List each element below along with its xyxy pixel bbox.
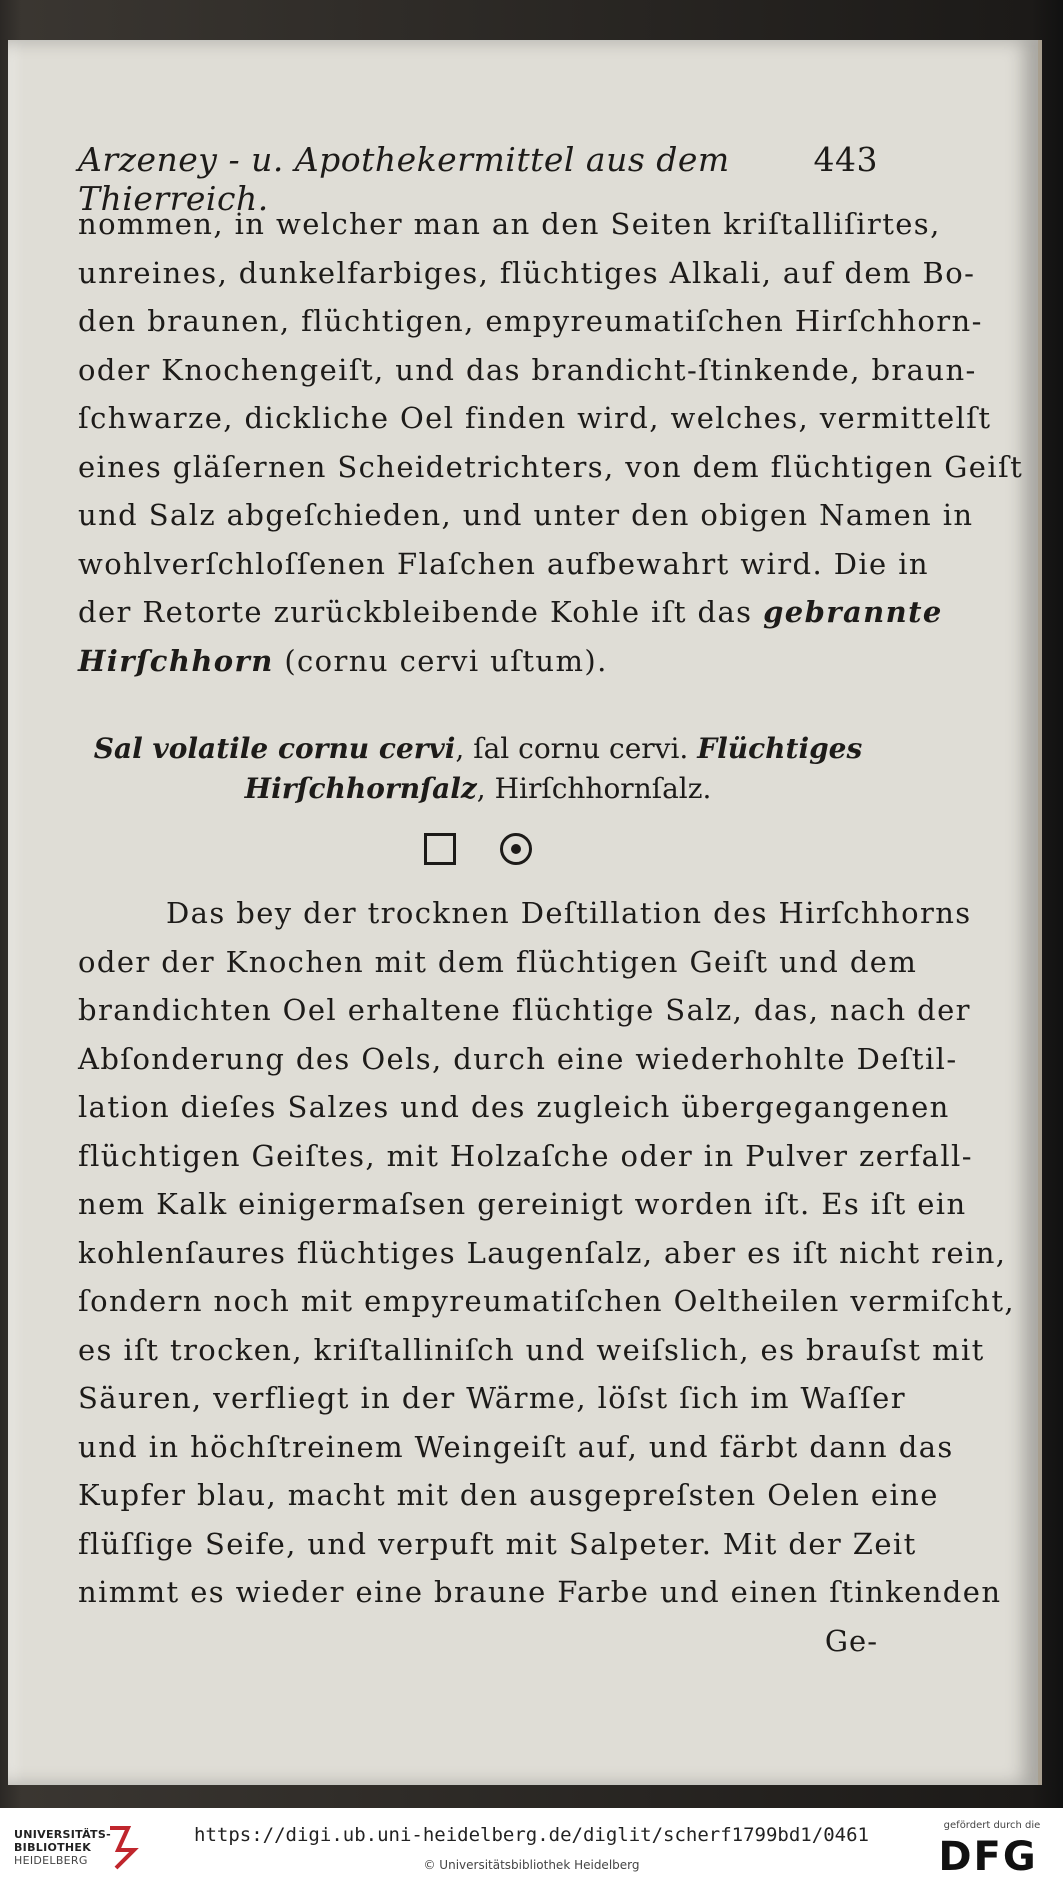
text-line: oder Knochengeiſt, und das brandicht-ſtinkende, braun- (78, 352, 977, 387)
page-content (78, 140, 1024, 1665)
heading-latin-name: Sal volatile cornu cervi (93, 732, 456, 765)
text-line: brandichten Oel erhaltene flüchtige Salz, das, nach der (78, 993, 971, 1027)
library-name-line-1: UNIVERSITÄTS- (14, 1828, 111, 1841)
book-page (8, 40, 1042, 1785)
page-number: 443 (813, 140, 878, 179)
text-line: nem Kalk einigermaſsen gereinigt worden iſt. Es iſt ein (78, 1187, 967, 1221)
section-heading (78, 729, 878, 809)
viewer-footer (0, 1808, 1063, 1886)
heading-line-1 (78, 729, 878, 769)
text-line: lation dieſes Salzes und des zugleich übergegangenen (78, 1090, 950, 1124)
text-line: kohlenſaures flüchtiges Laugenſalz, aber es iſt nicht rein, (78, 1235, 1007, 1270)
text-line: flüſſige Seife, und verpuft mit Salpeter. Mit der Zeit (78, 1526, 917, 1561)
circle-dot-symbol-icon (500, 833, 532, 865)
text-line: ſondern noch mit empyreumatiſchen Oeltheilen vermiſcht, (78, 1284, 1016, 1318)
heading-synonym: , ſal cornu cervi. (455, 732, 698, 765)
text-line-prefix: der Retorte zurückbleibende Kohle iſt das (78, 595, 753, 629)
text-line: eines gläſernen Scheidetrichters, von dem flüchtigen Geiſt (78, 449, 1024, 484)
library-name-line-2: BIBLIOTHEK (14, 1841, 92, 1854)
text-line: nimmt es wieder eine braune Farbe und einen ſtinkenden (78, 1575, 1002, 1609)
running-head-title: Arzeney - u. Apothekermittel aus dem Thierreich. (78, 140, 730, 218)
latin-term: (cornu cervi uſtum). (273, 643, 608, 678)
text-line: Abſonderung des Oels, durch eine wiederhohlte Deſtil- (78, 1041, 958, 1076)
italic-term: gebrannte (763, 595, 943, 629)
heading-line-2 (78, 769, 878, 809)
heading-german-name: Flüchtiges (697, 732, 863, 765)
funder-caption: gefördert durch die (943, 1820, 1041, 1831)
heading-german-name-cont: Hirſchhornſalz (244, 772, 477, 805)
heading-synonym-2: , Hirſchhornſalz. (476, 772, 712, 805)
catchword: Ge- (824, 1623, 878, 1658)
text-line: wohlverſchloſſenen Flaſchen aufbewahrt wird. Die in (78, 546, 929, 581)
paragraph-2 (78, 889, 1016, 1617)
text-line: und Salz abgeſchieden, und unter den obigen Namen in (78, 498, 974, 532)
text-line: Kupfer blau, macht mit den ausgepreſsten Oelen eine (78, 1478, 939, 1512)
text-line: und in höchſtreinem Weingeiſt auf, und färbt dann das (78, 1429, 954, 1464)
text-line (78, 588, 943, 637)
text-line: Das bey der trocknen Deſtillation des Hirſchhorns (166, 896, 972, 930)
text-line: Säuren, verfliegt in der Wärme, löſst ſich im Waſſer (78, 1381, 907, 1415)
library-name-line-3: HEIDELBERG (14, 1854, 88, 1867)
italic-term: Hirſchhorn (78, 643, 274, 678)
square-symbol-icon (424, 833, 456, 865)
running-head (78, 140, 878, 218)
pharmacy-symbols (78, 827, 878, 875)
permalink-url[interactable]: https://digi.ub.uni-heidelberg.de/diglit/scherf1799bd1/0461 (194, 1824, 869, 1846)
text-line: nommen, in welcher man an den Seiten kriſtalliſirtes, (78, 207, 941, 241)
dfg-logo[interactable]: DFG (938, 1834, 1038, 1880)
text-line: flüchtigen Geiſtes, mit Holzaſche oder in Pulver zerfall- (78, 1138, 973, 1173)
text-line: unreines, dunkelfarbiges, flüchtiges Alkali, auf dem Bo- (78, 255, 976, 290)
text-line: oder der Knochen mit dem flüchtigen Geiſt und dem (78, 944, 918, 979)
copyright-notice: © Universitätsbibliothek Heidelberg (423, 1858, 640, 1872)
text-line (78, 637, 878, 686)
text-line: den braunen, flüchtigen, empyreumatiſchen Hirſchhorn- (78, 304, 983, 338)
text-line: ſchwarze, dickliche Oel finden wird, welches, vermittelſt (78, 401, 992, 435)
paragraph-1 (78, 200, 1024, 685)
text-line: es iſt trocken, kriſtalliniſch und weiſslich, es brauſst mit (78, 1332, 985, 1367)
